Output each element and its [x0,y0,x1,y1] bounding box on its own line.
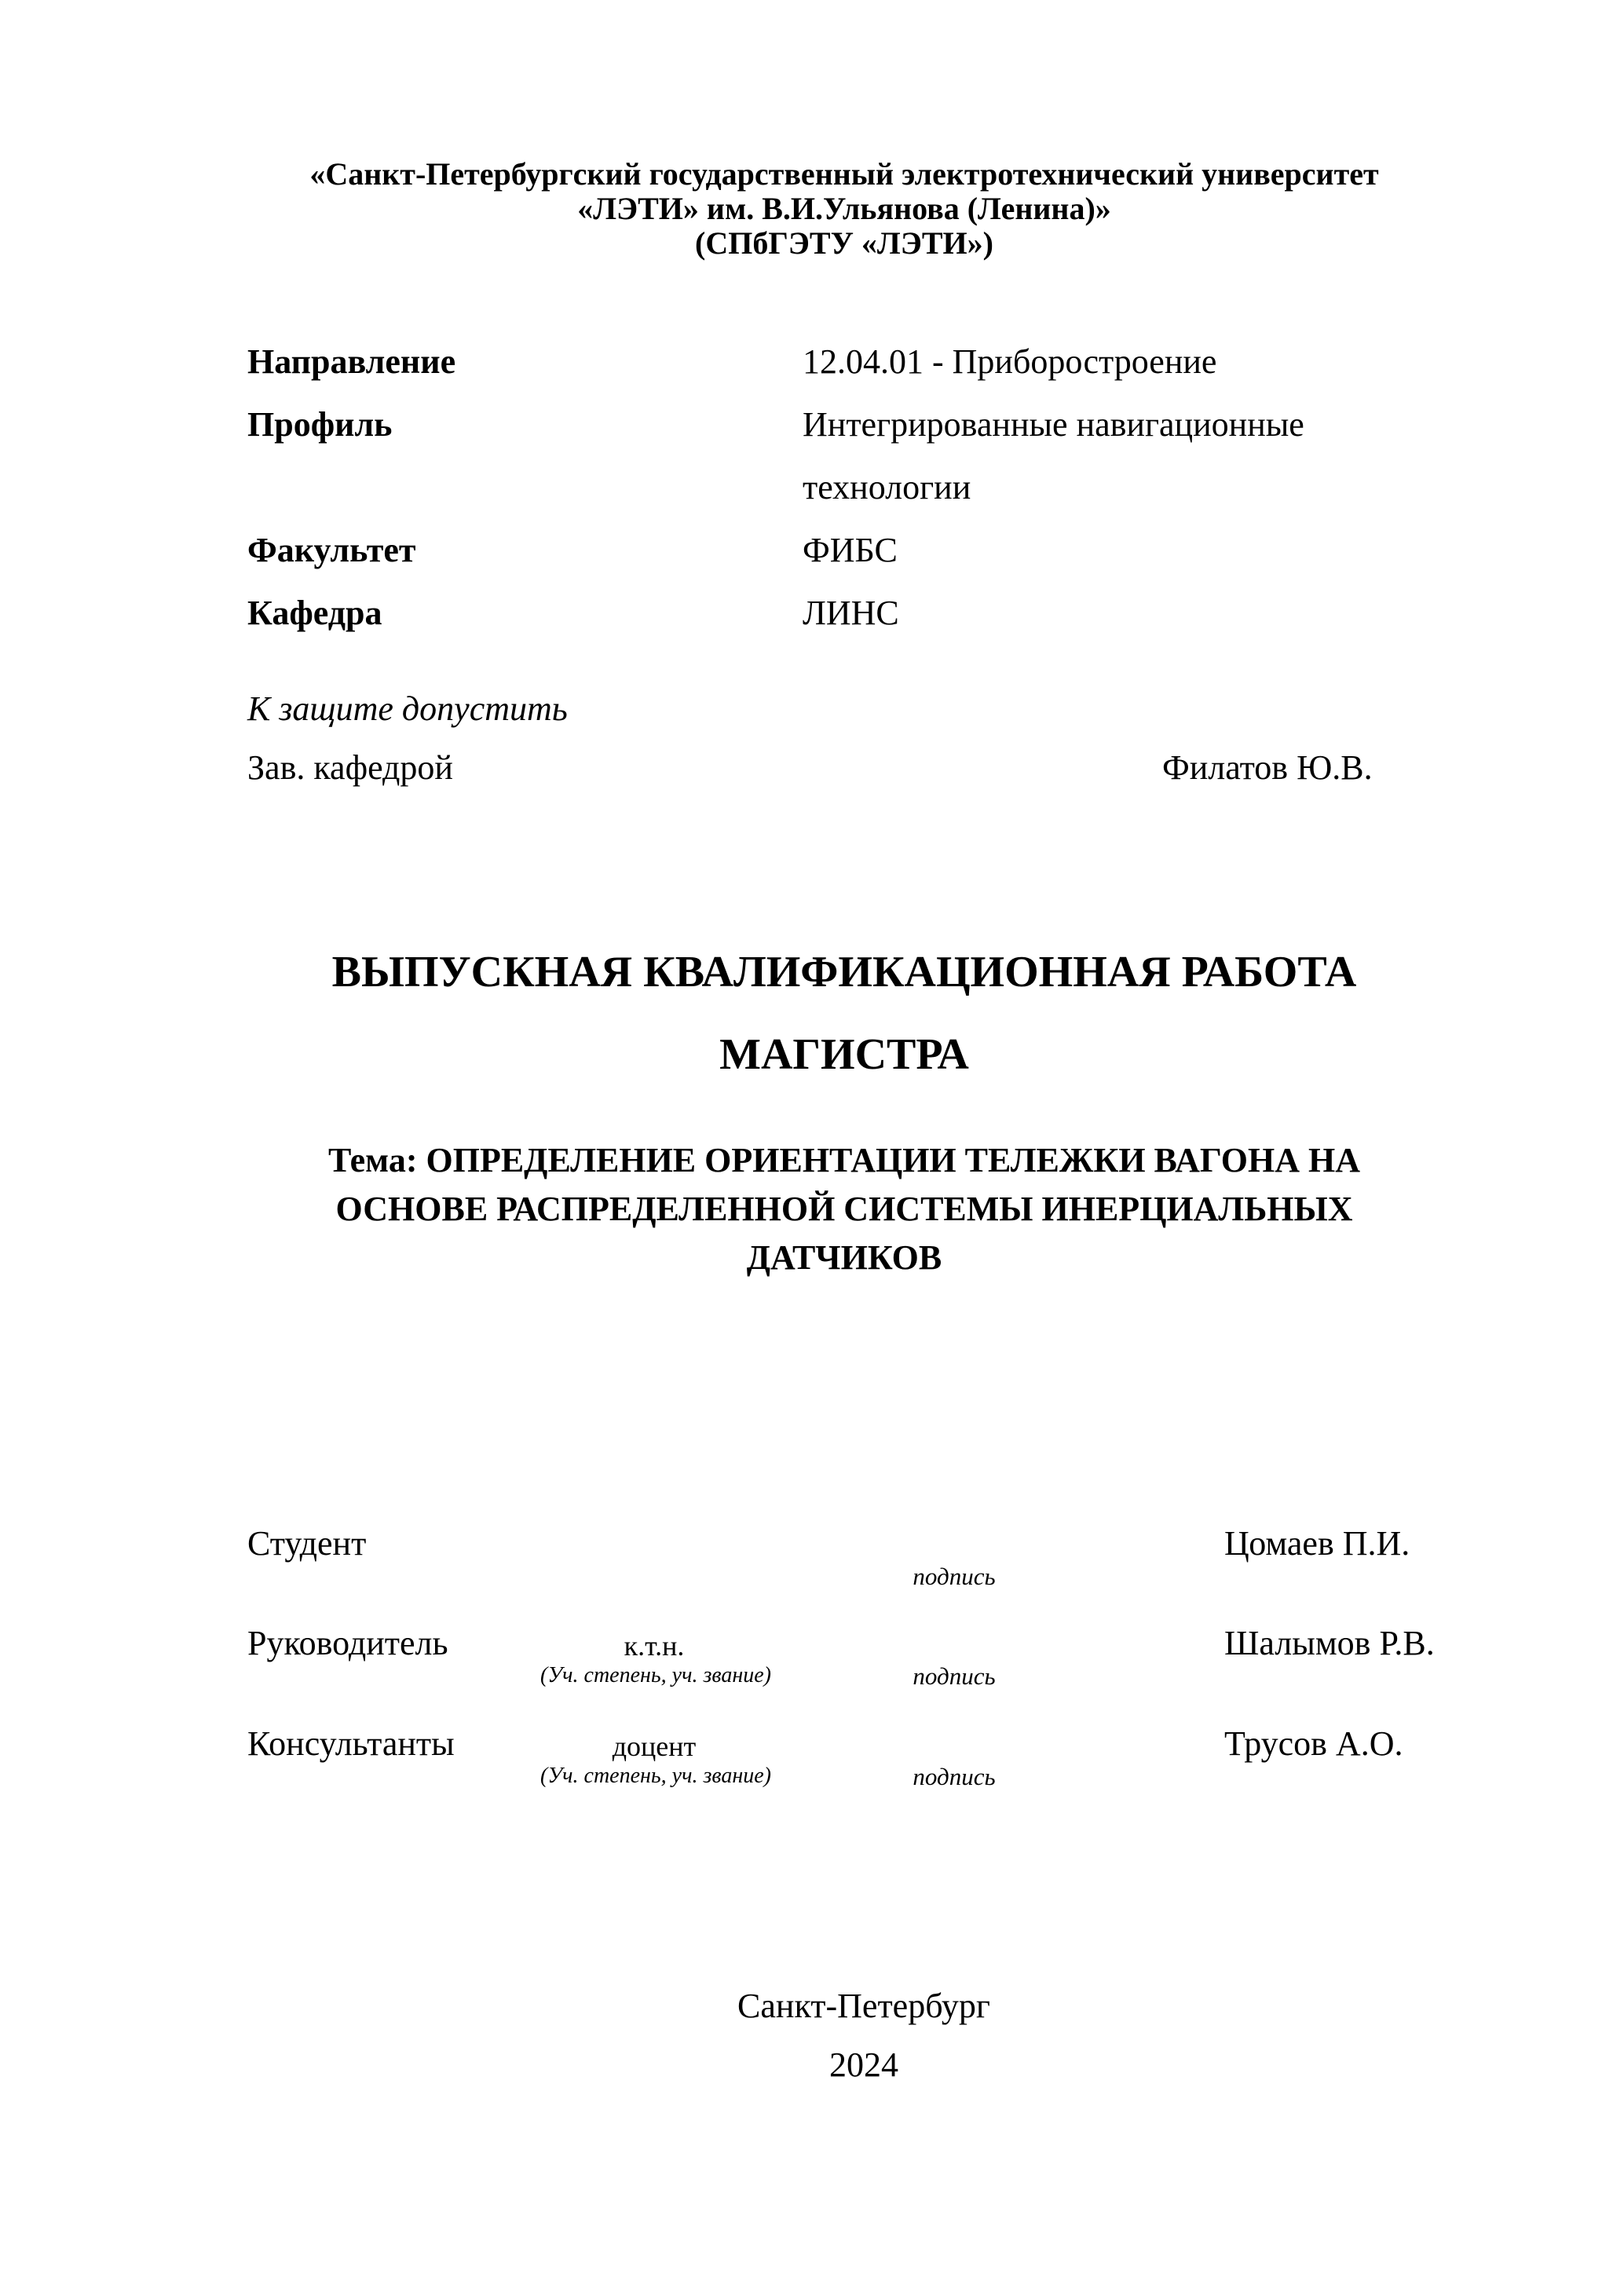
signature-row-consultants [247,1724,1441,1819]
thesis-topic-line2: ОСНОВЕ РАСПРЕДЕЛЕННОЙ СИСТЕМЫ ИНЕРЦИАЛЬНЫХ [335,1190,1353,1228]
university-header [247,157,1441,261]
signature-row-supervisor [247,1624,1441,1718]
supervisor-role-label: Руководитель [247,1624,448,1662]
direction-value: 12.04.01 - Приборостроение [803,342,1217,381]
supervisor-name: Шалымов Р.В. [1224,1624,1435,1662]
department-value: ЛИНС [803,594,899,632]
direction-label: Направление [247,342,456,381]
thesis-topic-line1: Тема: ОПРЕДЕЛЕНИЕ ОРИЕНТАЦИИ ТЕЛЕЖКИ ВАГОНА НА [327,1141,1361,1179]
thesis-title [247,931,1441,1096]
signature-row-student [247,1524,1441,1618]
thesis-title-line1: ВЫПУСКНАЯ КВАЛИФИКАЦИОННАЯ РАБОТА [331,948,1357,996]
supervisor-degree: к.т.н. [624,1630,685,1662]
consultants-degree-caption: (Уч. степень, уч. звание) [540,1764,771,1788]
info-row-direction [247,331,1441,393]
faculty-value: ФИБС [803,531,898,569]
thesis-title-line2: МАГИСТРА [719,1030,969,1079]
profile-label: Профиль [247,405,393,444]
department-head-name: Филатов Ю.В. [1162,748,1373,787]
department-head-row [247,748,1441,788]
info-row-faculty [247,519,1441,582]
department-head-label: Зав. кафедрой [247,748,453,787]
student-name: Цомаев П.И. [1224,1524,1410,1563]
consultants-name: Трусов А.О. [1224,1724,1403,1763]
footer [247,1976,1480,2094]
footer-year: 2024 [829,2046,898,2084]
footer-city: Санкт-Петербург [737,1987,990,2025]
university-name-line1: «Санкт-Петербургский государственный электротехнический университет [309,156,1379,192]
university-name-line2: «ЛЭТИ» им. В.И.Ульянова (Ленина)» [577,191,1111,226]
university-name-line3: (СПбГЭТУ «ЛЭТИ») [695,225,993,261]
info-row-department [247,582,1441,645]
consultants-role-label: Консультанты [247,1724,455,1763]
program-info [247,331,1441,645]
department-label: Кафедра [247,594,382,632]
info-row-profile [247,393,1441,519]
supervisor-degree-caption: (Уч. степень, уч. звание) [540,1663,771,1687]
consultants-sign-caption: подпись [913,1763,996,1790]
thesis-topic-line3: ДАТЧИКОВ [746,1238,942,1277]
thesis-topic [247,1136,1441,1282]
supervisor-sign-caption: подпись [913,1662,996,1690]
profile-value: Интегрированные навигационные технологии [803,405,1304,506]
admission-note: К защите допустить [247,689,568,728]
faculty-label: Факультет [247,531,416,569]
consultants-degree: доцент [612,1731,697,1762]
student-role-label: Студент [247,1524,367,1563]
student-sign-caption: подпись [913,1563,996,1590]
